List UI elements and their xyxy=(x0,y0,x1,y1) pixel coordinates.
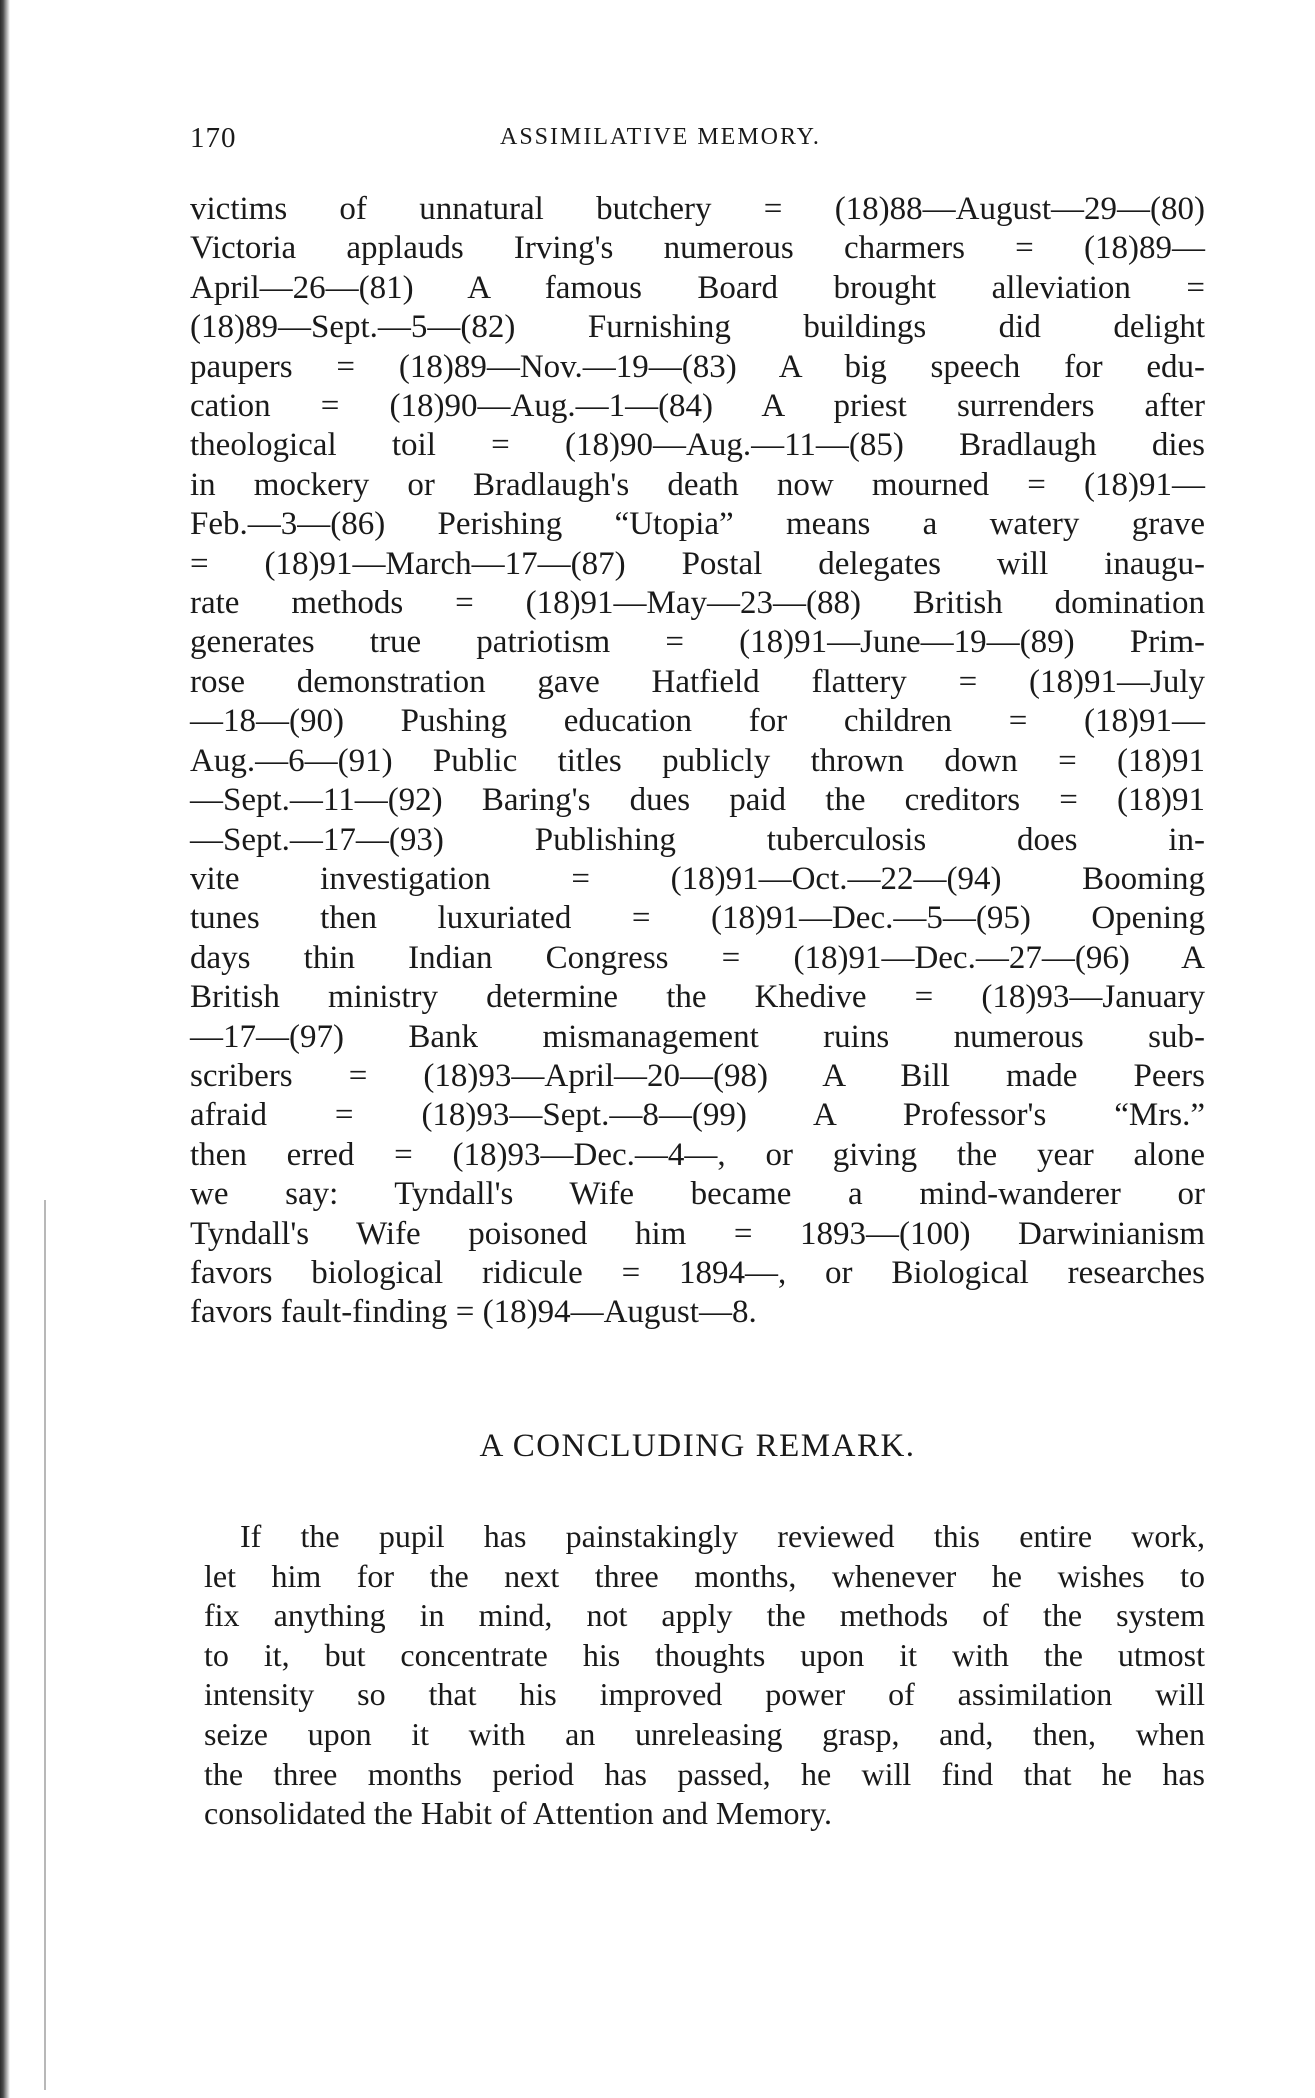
text-line: generates true patriotism = (18)91—June—19—(89) Prim- xyxy=(190,624,1205,661)
text-line: April—26—(81) A famous Board brought alleviation = xyxy=(190,269,1205,306)
text-line: Feb.—3—(86) Perishing “Utopia” means a watery grave xyxy=(190,506,1205,543)
text-line: tunes then luxuriated = (18)91—Dec.—5—(95) Opening xyxy=(190,900,1205,937)
page-number: 170 xyxy=(190,122,237,154)
text-line: Tyndall's Wife poisoned him = 1893—(100) Darwinianism xyxy=(190,1215,1205,1252)
binding-gutter-line xyxy=(44,1200,46,2090)
text-line: paupers = (18)89—Nov.—19—(83) A big speech for edu- xyxy=(190,348,1205,385)
text-line: cation = (18)90—Aug.—1—(84) A priest surrenders after xyxy=(190,388,1205,425)
text-line: we say: Tyndall's Wife became a mind-wanderer or xyxy=(190,1176,1205,1213)
running-head: ASSIMILATIVE MEMORY. xyxy=(500,124,821,150)
text-line: victims of unnatural butchery = (18)88—August—29—(80) xyxy=(190,191,1205,227)
text-line: rate methods = (18)91—May—23—(88) British domination xyxy=(190,585,1205,622)
text-line: in mockery or Bradlaugh's death now mourned = (18)91— xyxy=(190,466,1205,503)
text-line: British ministry determine the Khedive = (18)93—January xyxy=(190,979,1205,1016)
text-line: theological toil = (18)90—Aug.—11—(85) Bradlaugh dies xyxy=(190,427,1205,464)
text-line: seize upon it with an unreleasing grasp, and, then, when xyxy=(204,1715,1205,1752)
text-line: favors biological ridicule = 1894—, or Biological researches xyxy=(190,1254,1205,1291)
text-line: = (18)91—March—17—(87) Postal delegates will inaugu- xyxy=(190,545,1205,582)
text-line: —Sept.—17—(93) Publishing tuberculosis does in- xyxy=(190,821,1205,858)
text-line: fix anything in mind, not apply the methods of the system xyxy=(204,1597,1205,1634)
text-line: —Sept.—11—(92) Baring's dues paid the creditors = (18)91 xyxy=(190,782,1205,819)
page-header xyxy=(190,122,1210,162)
text-line: scribers = (18)93—April—20—(98) A Bill made Peers xyxy=(190,1057,1205,1094)
text-line: Victoria applauds Irving's numerous charmers = (18)89— xyxy=(190,230,1205,267)
text-line: days thin Indian Congress = (18)91—Dec.—27—(96) A xyxy=(190,939,1205,976)
text-line: favors fault-finding = (18)94—August—8. xyxy=(190,1294,757,1331)
text-line: Aug.—6—(91) Public titles publicly thrown down = (18)91 xyxy=(190,742,1205,779)
text-line: intensity so that his improved power of assimilation will xyxy=(204,1676,1205,1713)
text-line: If the pupil has painstakingly reviewed this entire work, xyxy=(240,1518,1205,1554)
mnemonic-paragraph xyxy=(190,190,1205,1333)
text-line: let him for the next three months, whenever he wishes to xyxy=(204,1557,1205,1594)
text-line: consolidated the Habit of Attention and Memory. xyxy=(204,1795,833,1832)
text-line: to it, but concentrate his thoughts upon it with the utmost xyxy=(204,1636,1205,1673)
text-line: afraid = (18)93—Sept.—8—(99) A Professor's “Mrs.” xyxy=(190,1097,1205,1134)
section-title: A CONCLUDING REMARK. xyxy=(479,1428,916,1464)
text-line: vite investigation = (18)91—Oct.—22—(94) Booming xyxy=(190,860,1205,897)
text-line: the three months period has passed, he will find that he has xyxy=(204,1755,1205,1792)
text-line: —18—(90) Pushing education for children = (18)91— xyxy=(190,703,1205,740)
text-line: —17—(97) Bank mismanagement ruins numerous sub- xyxy=(190,1018,1205,1055)
concluding-paragraph xyxy=(204,1517,1205,1834)
text-line: then erred = (18)93—Dec.—4—, or giving the year alone xyxy=(190,1136,1205,1173)
binding-shadow xyxy=(0,0,10,2098)
text-line: rose demonstration gave Hatfield flattery = (18)91—July xyxy=(190,663,1205,700)
text-line: (18)89—Sept.—5—(82) Furnishing buildings did delight xyxy=(190,309,1205,346)
